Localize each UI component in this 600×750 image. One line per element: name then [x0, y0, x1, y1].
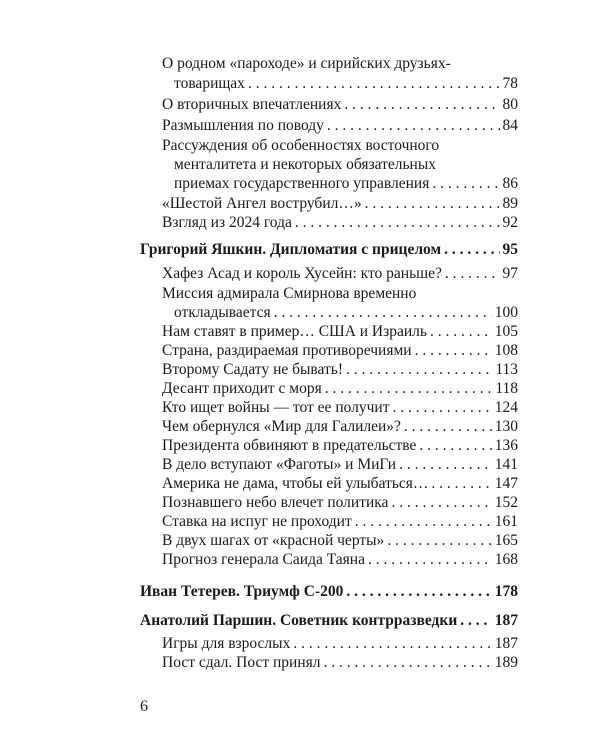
toc-entry-title: Президента обвиняют в предательстве	[162, 437, 417, 454]
toc-page-number: 92	[502, 214, 518, 231]
dot-leader	[444, 240, 499, 260]
toc-page-number: 189	[494, 654, 518, 671]
toc-entry-title: Взгляд из 2024 года	[162, 214, 292, 231]
toc-entry	[162, 194, 518, 214]
toc-entry	[162, 322, 518, 342]
toc-entry	[162, 653, 518, 673]
toc-entry-title: В дело вступают «Фаготы» и МиГи	[162, 456, 397, 473]
toc-page-number: 147	[494, 475, 518, 492]
toc-page-number: 168	[494, 551, 518, 568]
toc-entry	[162, 379, 518, 399]
toc-entry-title: Хафез Асад и король Хусейн: кто раньше?	[162, 265, 442, 282]
toc-page-number: 165	[494, 532, 518, 549]
toc-page-number: 100	[494, 304, 518, 321]
dot-leader	[445, 264, 500, 284]
toc-entry-line: Миссия адмирала Смирнова временно	[162, 285, 417, 302]
dot-leader	[404, 417, 492, 437]
toc-entry-title: откладывается	[174, 304, 271, 321]
toc-entry	[162, 512, 518, 532]
toc-entry-title: В двух шагах от «красной черты»	[162, 532, 385, 549]
toc-entry-title: Второму Садату не бывать!	[162, 361, 344, 378]
dot-leader	[323, 653, 491, 673]
toc-entry	[162, 264, 518, 284]
dot-leader	[460, 611, 491, 631]
toc-page-number: 97	[502, 265, 518, 282]
dot-leader	[419, 436, 491, 456]
toc-entry-title: товарищах	[174, 75, 245, 92]
dot-leader	[344, 95, 499, 115]
toc-entry-title: Страна, раздираемая противоречиями	[162, 342, 412, 359]
dot-leader	[393, 398, 492, 418]
toc-page-number: 152	[494, 494, 518, 511]
dot-leader	[274, 303, 492, 323]
toc-entry	[162, 213, 518, 233]
toc-page-number: 118	[495, 380, 518, 397]
section-title: Анатолий Паршин. Советник контрразведки	[140, 612, 458, 629]
toc-entry	[174, 174, 518, 194]
toc-page-number: 86	[502, 175, 518, 192]
toc-entry-title: Познавшего небо влечет политика	[162, 494, 389, 511]
page-number: 6	[140, 698, 148, 715]
dot-leader	[355, 512, 492, 532]
dot-leader	[399, 455, 492, 475]
dot-leader	[327, 116, 500, 136]
toc-entry	[162, 550, 518, 570]
dot-leader	[346, 360, 492, 380]
toc-entry	[162, 493, 518, 513]
toc-entry-title: Пост сдал. Пост принял	[162, 654, 321, 671]
toc-entry	[162, 116, 518, 136]
dot-leader	[293, 634, 491, 654]
toc-entry	[162, 474, 518, 494]
toc-entry-line: Рассуждения об особенностях восточного	[162, 137, 440, 154]
toc-section-heading	[140, 611, 518, 631]
dot-leader	[346, 582, 491, 602]
toc-page-number: 161	[494, 513, 518, 530]
section-title: Григорий Яшкин. Дипломатия с прицелом	[140, 241, 442, 258]
toc-entry-line: О родном «пароходе» и сирийских друзьях-	[162, 55, 451, 72]
dot-leader	[387, 531, 491, 551]
toc-entry-title: О вторичных впечатлениях	[162, 96, 342, 113]
toc-entry-title: Десант приходит с моря	[162, 380, 322, 397]
toc-entry	[162, 341, 518, 361]
toc-entry	[162, 436, 518, 456]
toc-entry	[174, 303, 518, 323]
toc-page-number: 84	[502, 117, 518, 134]
toc-entry-title: Прогноз генерала Саида Таяна	[162, 551, 365, 568]
toc-entry-title: Ставка на испуг не проходит	[162, 513, 352, 530]
toc-entry-title: Кто ищет войны — тот ее получит	[162, 399, 390, 416]
toc-entry-title: «Шестой Ангел вострубил…»	[162, 195, 362, 212]
toc-entry-title: приемах государственного управления	[174, 175, 430, 192]
toc-page-number: 187	[494, 612, 518, 629]
toc-entry	[162, 417, 518, 437]
toc-entry	[162, 398, 518, 418]
toc-page-number: 141	[494, 456, 518, 473]
toc-page-number: 187	[494, 635, 518, 652]
toc-page-number: 78	[502, 75, 518, 92]
toc-entry	[162, 634, 518, 654]
dot-leader	[248, 74, 500, 94]
toc-page-number: 80	[502, 96, 518, 113]
toc-page-number: 89	[502, 195, 518, 212]
dot-leader	[391, 493, 491, 513]
dot-leader	[432, 174, 499, 194]
dot-leader	[415, 341, 492, 361]
toc-entry-title: Нам ставят в пример… США и Израиль	[162, 323, 427, 340]
toc-entry	[162, 531, 518, 551]
toc-page-number: 136	[494, 437, 518, 454]
toc-page-number: 113	[495, 361, 518, 378]
dot-leader	[325, 379, 493, 399]
toc-entry-title: Игры для взрослых	[162, 635, 291, 652]
toc-page-number: 105	[494, 323, 518, 340]
toc-section-heading	[140, 582, 518, 602]
toc-entry-line: менталитета и некоторых обязательных	[174, 156, 437, 173]
toc-entry	[162, 360, 518, 380]
dot-leader	[365, 194, 500, 214]
toc-page-number: 130	[494, 418, 518, 435]
toc-entry	[162, 95, 518, 115]
dot-leader	[431, 474, 491, 494]
toc-entry-title: Америка не дама, чтобы ей улыбаться…	[162, 475, 429, 492]
toc-entry	[174, 74, 518, 94]
toc-section-heading	[140, 240, 518, 260]
toc-page-number: 124	[494, 399, 518, 416]
toc-entry-title: Чем обернулся «Мир для Галилеи»?	[162, 418, 401, 435]
dot-leader	[368, 550, 492, 570]
toc-page-number: 95	[502, 241, 518, 258]
section-title: Иван Тетерев. Триумф С-200	[140, 583, 344, 600]
toc-entry-title: Размышления по поводу	[162, 117, 324, 134]
toc-entry	[162, 455, 518, 475]
toc-page-number: 108	[494, 342, 518, 359]
dot-leader	[295, 213, 500, 233]
dot-leader	[430, 322, 492, 342]
toc-page-number: 178	[494, 583, 518, 600]
